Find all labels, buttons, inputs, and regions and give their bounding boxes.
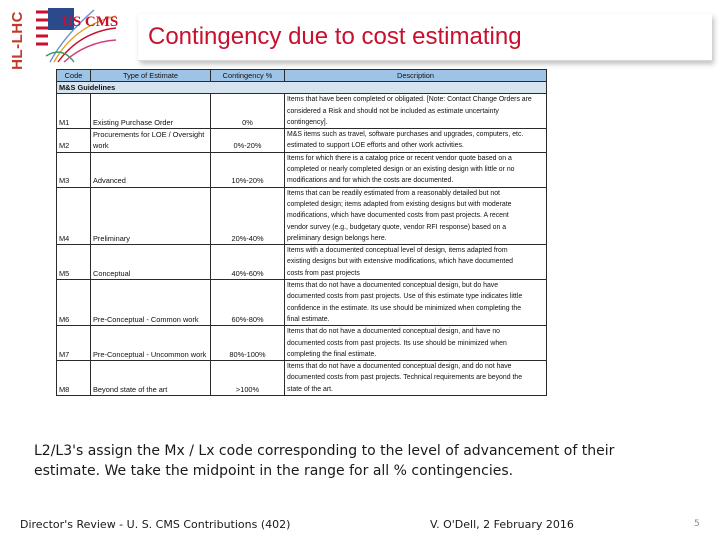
cell-code: M7 [57, 326, 91, 361]
description-line: completed design; items adapted from existing designs but with moderate [287, 200, 512, 208]
description-line: Items that do not have a documented conceptual design, but do have [287, 282, 499, 290]
cell-type: Beyond state of the art [91, 361, 211, 396]
description-line: final estimate. [287, 315, 330, 323]
description-line: costs from past projects [287, 269, 360, 277]
description-line: documented costs from past projects. Use of this estimate type indicates little [287, 293, 523, 301]
column-header-contingency: Contingency % [211, 70, 285, 82]
description-line: modifications, which have documented costs from past projects. A recent [287, 212, 509, 220]
contingency-guidelines-table [56, 69, 547, 396]
description-line: modifications and for which the costs are documented. [287, 177, 454, 185]
uscms-logo-graphic [34, 6, 118, 64]
footer-center: V. O'Dell, 2 February 2016 [430, 518, 574, 531]
column-header-description: Description [285, 70, 547, 82]
cell-contingency: >100% [211, 361, 285, 396]
uscms-logo [34, 6, 118, 64]
cell-code: M6 [57, 280, 91, 326]
description-line: completing the final estimate. [287, 350, 377, 358]
cell-contingency: 10%-20% [211, 152, 285, 187]
description-line: Items for which there is a catalog price or recent vendor quote based on a [287, 154, 512, 162]
column-header-type: Type of Estimate [91, 70, 211, 82]
table-row [57, 245, 547, 280]
table-row [57, 94, 547, 129]
table-row [57, 129, 547, 153]
cell-description [285, 280, 547, 326]
description-line: Items with a documented conceptual level of design, items adapted from [287, 247, 508, 255]
cell-type: Preliminary [91, 187, 211, 244]
caption-text: L2/L3's assign the Mx / Lx code corresponding to the level of advancement of their estimate. We take the midpoint in the range for all % contingencies. [34, 443, 615, 479]
description-line: documented costs from past projects. Technical requirements are beyond the [287, 374, 523, 382]
cell-code: M4 [57, 187, 91, 244]
cell-contingency: 80%-100% [211, 326, 285, 361]
footer-left: Director's Review - U. S. CMS Contributions (402) [20, 518, 291, 531]
table-row [57, 361, 547, 396]
cell-code: M2 [57, 129, 91, 153]
description-line: preliminary design belongs here. [287, 234, 387, 242]
cell-type: Conceptual [91, 245, 211, 280]
description-line: considered a Risk and should not be included as estimate uncertainty [287, 107, 499, 115]
description-line: Items that do not have a documented conceptual design, and have no [287, 328, 500, 336]
cell-contingency: 0%-20% [211, 129, 285, 153]
cell-code: M1 [57, 94, 91, 129]
description-line: state of the art. [287, 385, 333, 393]
cell-description [285, 94, 547, 129]
logo-text: US CMS [62, 14, 118, 30]
cell-type: Advanced [91, 152, 211, 187]
description-line: completed or nearly completed design or an existing design with little or no [287, 166, 515, 174]
title-bar [138, 14, 712, 61]
table-row [57, 326, 547, 361]
hl-lhc-label-text: HL-LHC [8, 10, 26, 70]
table-row [57, 280, 547, 326]
description-line: contingency]. [287, 118, 328, 126]
cell-contingency: 60%-80% [211, 280, 285, 326]
cell-code: M3 [57, 152, 91, 187]
description-line: vendor survey (e.g., budgetary quote, vendor RFI response) based on a [287, 223, 507, 231]
page-number: 5 [694, 519, 700, 529]
cell-description [285, 152, 547, 187]
cell-description [285, 187, 547, 244]
hl-lhc-side-label [4, 8, 30, 72]
cell-code: M8 [57, 361, 91, 396]
table-row [57, 187, 547, 244]
cell-type: Existing Purchase Order [91, 94, 211, 129]
description-line: Items that have been completed or obligated. [Note: Contact Change Orders are [287, 96, 532, 104]
cell-type: Pre-Conceptual - Common work [91, 280, 211, 326]
cell-type: Procurements for LOE / Oversight work [91, 129, 211, 153]
description-line: Items that do not have a documented conceptual design, and do not have [287, 363, 512, 371]
cell-description [285, 129, 547, 153]
cell-contingency: 40%-60% [211, 245, 285, 280]
column-header-code: Code [57, 70, 91, 82]
table-row [57, 152, 547, 187]
cell-contingency: 0% [211, 94, 285, 129]
description-line: Items that can be readily estimated from a reasonably detailed but not [287, 189, 500, 197]
description-line: existing designs but with extensive modifications, which have documented [287, 258, 513, 266]
cell-description [285, 326, 547, 361]
cell-contingency: 20%-40% [211, 187, 285, 244]
contingency-table-container [56, 69, 546, 419]
slide-title: Contingency due to cost estimating [148, 23, 522, 50]
group-label: M&S Guidelines [57, 82, 547, 94]
description-line: M&S items such as travel, software purchases and upgrades, computers, etc. [287, 131, 524, 139]
cell-description [285, 361, 547, 396]
description-line: documented costs from past projects. Its use should be minimized when [287, 339, 507, 347]
cell-type: Pre-Conceptual - Uncommon work [91, 326, 211, 361]
group-row [57, 82, 547, 94]
table-header-row [57, 70, 547, 82]
cell-description [285, 245, 547, 280]
cell-code: M5 [57, 245, 91, 280]
description-line: estimated to support LOE efforts and other work activities. [287, 142, 464, 150]
description-line: confidence in the estimate. Its use should be minimized when completing the [287, 304, 522, 312]
